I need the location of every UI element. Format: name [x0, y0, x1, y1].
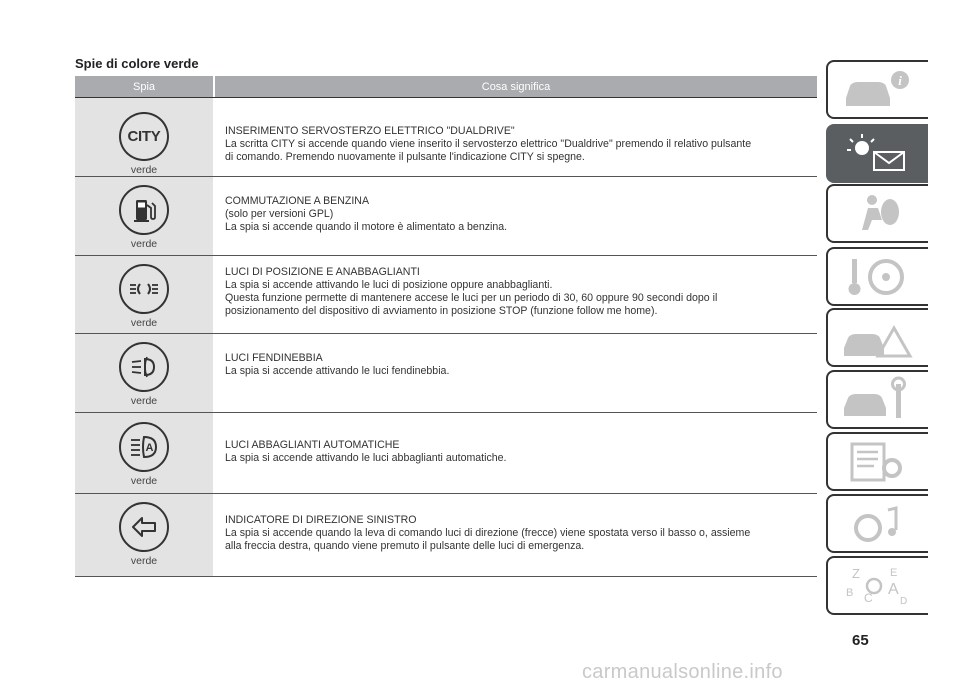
tab-safety[interactable] [826, 184, 928, 243]
position-lights-icon [119, 264, 169, 314]
svg-text:Z: Z [852, 565, 860, 581]
fog-light-icon [119, 342, 169, 392]
color-label: verde [130, 555, 158, 567]
section-title: Spie di colore verde [75, 56, 199, 71]
svg-text:E: E [890, 566, 898, 579]
fuel-pump-icon [119, 185, 169, 235]
key-steering-wheel-icon [838, 253, 918, 301]
row-text: La spia si accende attivando le luci abbaglianti automatiche. [225, 452, 507, 464]
svg-text:D: D [900, 595, 908, 607]
row-text: di comando. Premendo nuovamente il pulsante l'indicazione CITY si spegne. [225, 151, 585, 163]
row-title: LUCI FENDINEBBIA [225, 352, 323, 364]
header-spia: Spia [75, 76, 213, 97]
car-maintenance-icon [838, 376, 918, 424]
tab-starting-driving[interactable] [826, 247, 928, 306]
color-label: verde [130, 317, 158, 329]
table-header [75, 76, 817, 98]
tab-maintenance[interactable] [826, 370, 928, 429]
row-text: posizionamento del dispositivo di avviamento in posizione STOP (funzione follow me home). [225, 305, 658, 317]
warning-light-message-icon [838, 130, 918, 178]
svg-text:B: B [846, 586, 854, 599]
multimedia-icon [838, 500, 918, 548]
city-lamp-text: CITY [127, 128, 161, 145]
svg-text:A: A [888, 580, 899, 598]
svg-text:C: C [864, 590, 873, 605]
warning-lights-table [75, 76, 817, 577]
left-turn-arrow-icon [119, 502, 169, 552]
color-label: verde [130, 475, 158, 487]
row-text: Questa funzione permette di mantenere accese le luci per un periodo di 30, 60 oppure 90 secondi dopo il [225, 292, 718, 304]
watermark: carmanualsonline.info [582, 661, 783, 683]
car-info-icon [838, 66, 918, 114]
row-text: alla freccia destra, quando viene premuto il pulsante delle luci di emergenza. [225, 540, 585, 552]
auto-high-beam-icon [119, 422, 169, 472]
color-label: verde [130, 395, 158, 407]
row-text: La spia si accende quando la leva di comando luci di direzione (frecce) viene spostata verso il basso o, assieme [225, 527, 751, 539]
table-row [75, 413, 817, 494]
tab-car-info[interactable] [826, 60, 928, 119]
table-row [75, 256, 817, 334]
row-text: La spia si accende attivando le luci fendinebbia. [225, 365, 450, 377]
tab-warning-lights[interactable] [826, 124, 928, 183]
emergency-car-icon [838, 314, 918, 362]
row-text: La scritta CITY si accende quando viene inserito il servosterzo elettrico "Dualdrive" premendo il relativo pulsante [225, 138, 752, 150]
row-title: LUCI ABBAGLIANTI AUTOMATICHE [225, 439, 400, 451]
row-text: La spia si accende quando il motore è alimentato a benzina. [225, 221, 508, 233]
alphabetical-index-icon [838, 562, 918, 610]
tab-emergency[interactable] [826, 308, 928, 367]
tab-index[interactable] [826, 556, 928, 615]
svg-text:i: i [898, 72, 902, 88]
header-cosa-significa: Cosa significa [215, 76, 817, 97]
color-label: verde [130, 238, 158, 250]
row-text: La spia si accende attivando le luci di posizione oppure anabbaglianti. [225, 279, 553, 291]
city-lamp-icon [119, 112, 169, 161]
table-row [75, 494, 817, 577]
row-title: LUCI DI POSIZIONE E ANABBAGLIANTI [225, 266, 420, 278]
table-row [75, 98, 817, 177]
row-title: COMMUTAZIONE A BENZINA [225, 195, 370, 207]
table-row [75, 177, 817, 256]
tab-specifications[interactable] [826, 432, 928, 491]
safety-airbag-icon [838, 190, 918, 238]
page-number: 65 [852, 632, 869, 649]
row-title: INSERIMENTO SERVOSTERZO ELETTRICO "DUALDRIVE" [225, 125, 515, 137]
row-title: INDICATORE DI DIREZIONE SINISTRO [225, 514, 417, 526]
row-text: (solo per versioni GPL) [225, 208, 334, 220]
tab-multimedia[interactable] [826, 494, 928, 553]
svg-text:A: A [145, 442, 154, 454]
specifications-gear-icon [838, 438, 918, 486]
table-row [75, 334, 817, 413]
color-label: verde [130, 164, 158, 176]
